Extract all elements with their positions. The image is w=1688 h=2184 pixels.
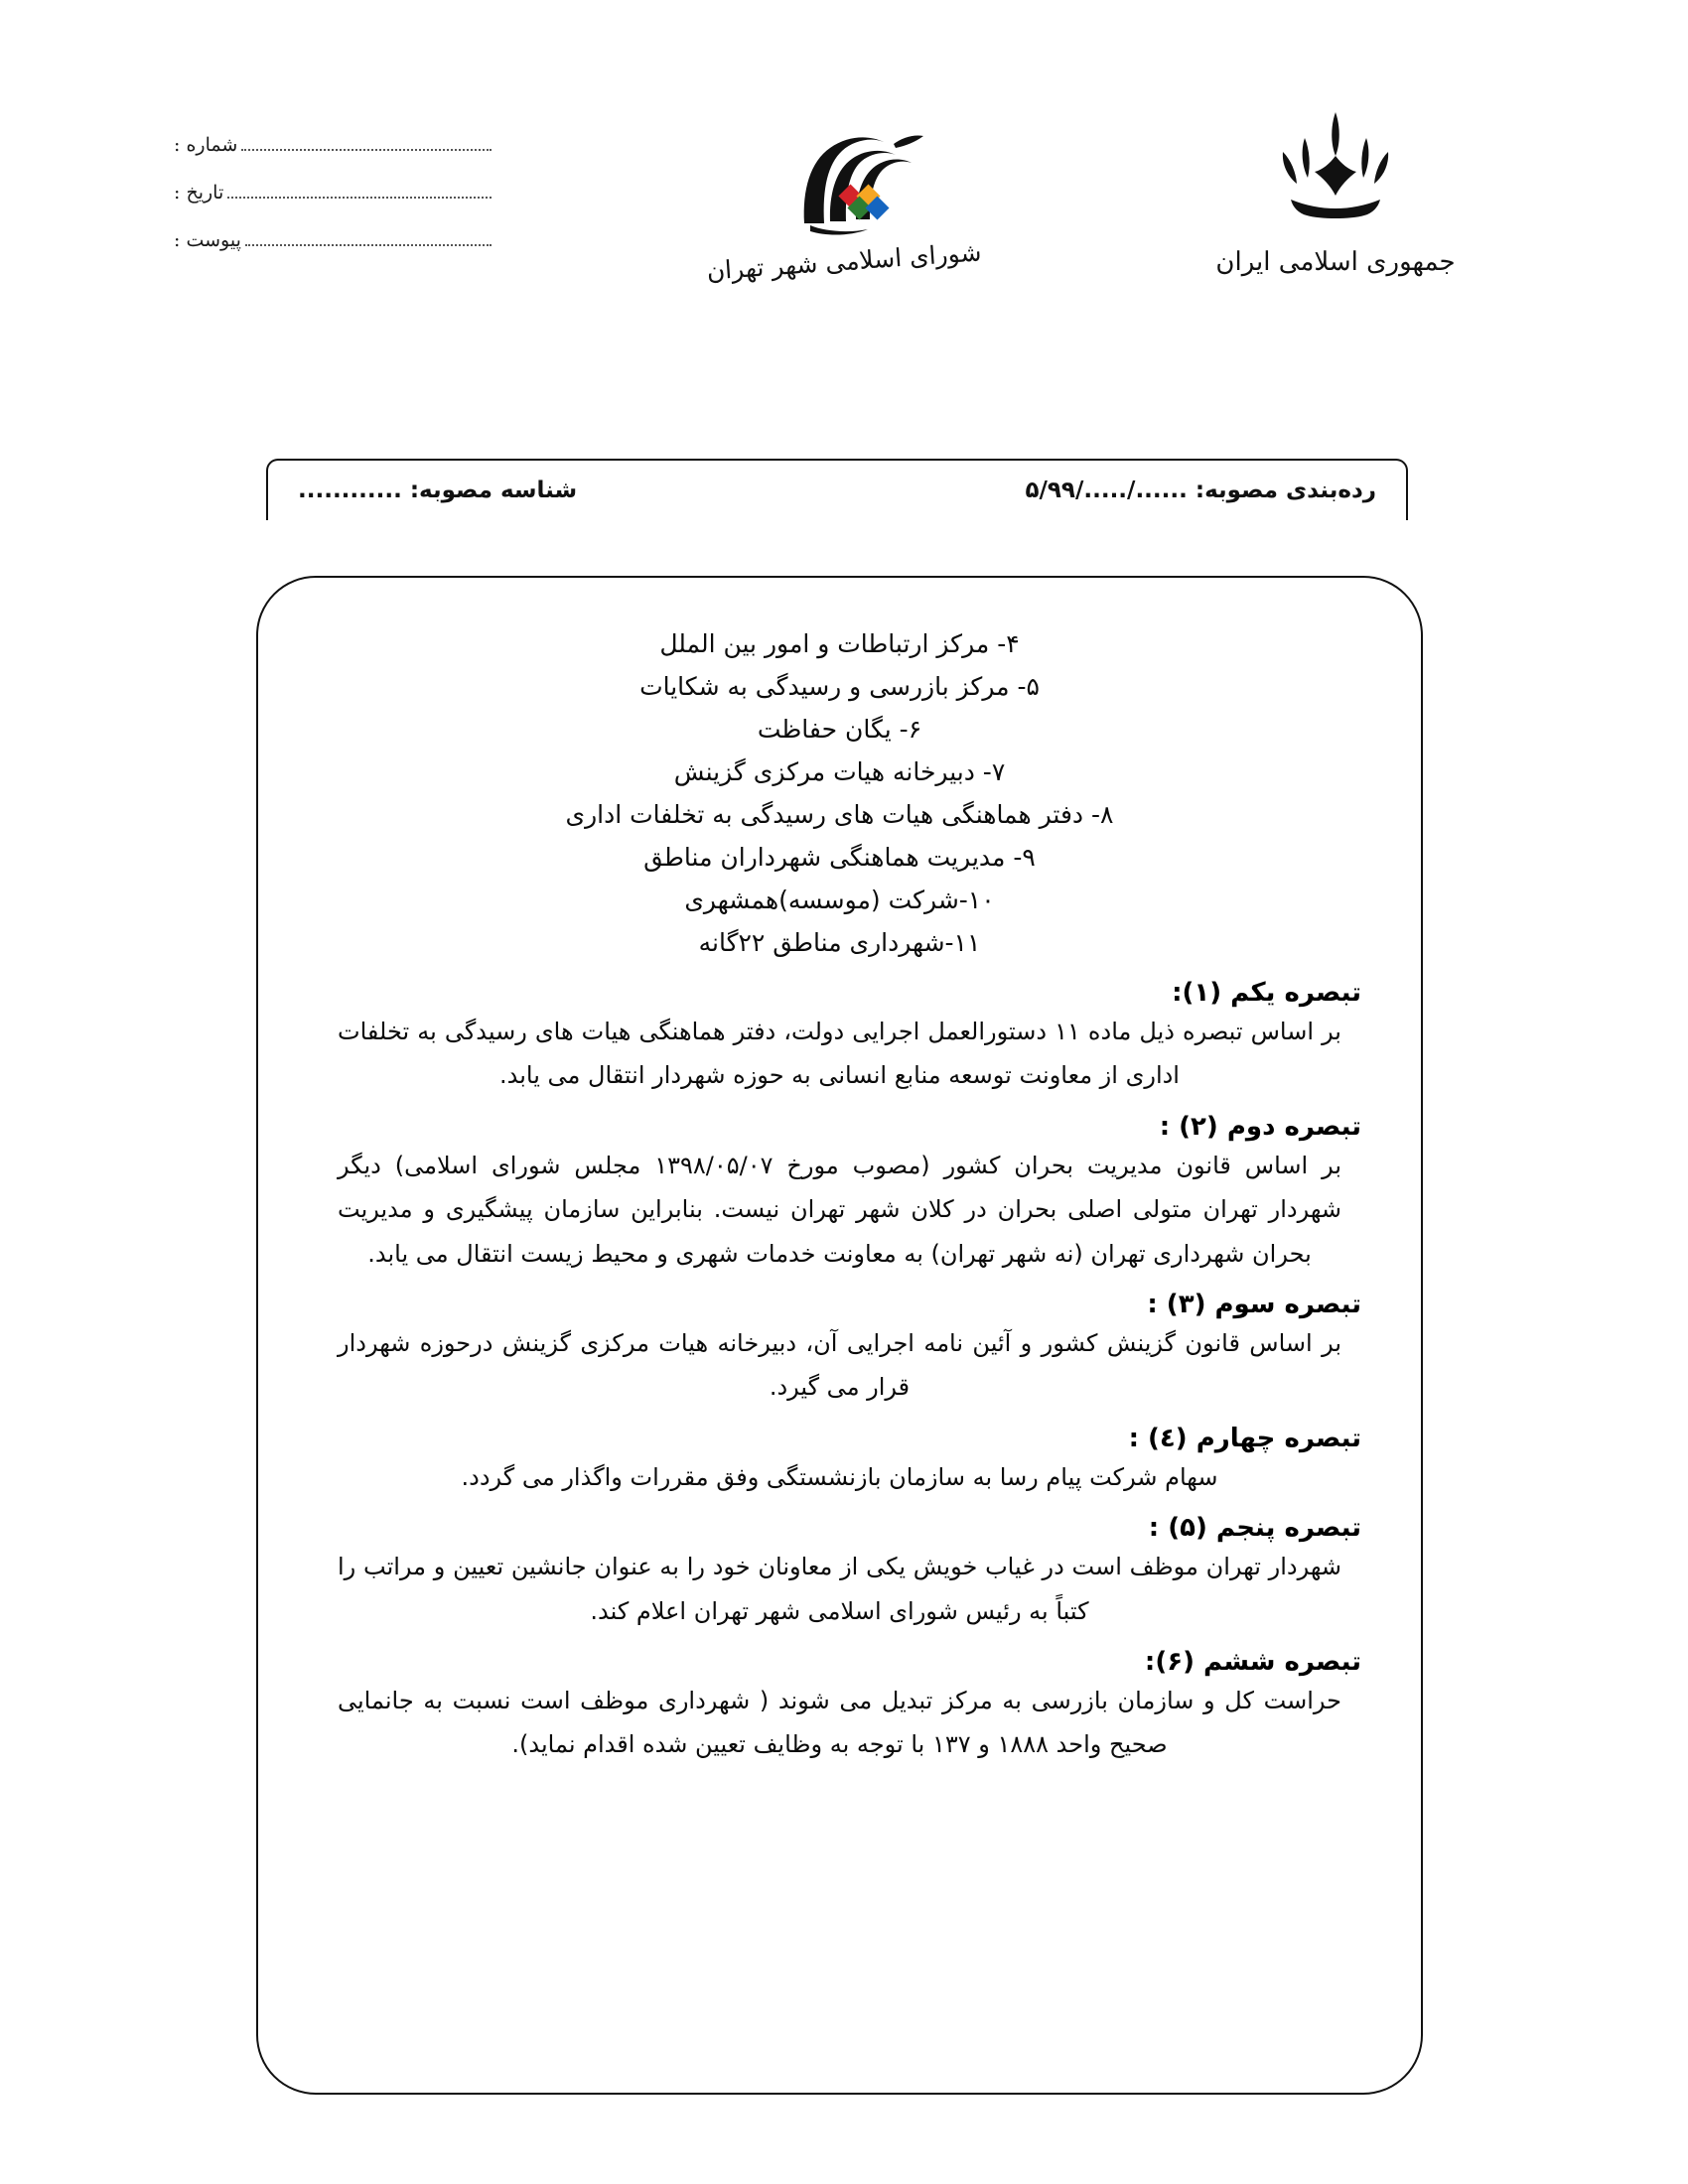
list-item: ۴- مرکز ارتباطات و امور بین الملل [659,629,1020,658]
note-body-5: شهردار تهران موظف است در غیاب خویش یکی از معاونان خود را به عنوان جانشین تعیین و مراتب را کتباً به رئیس شورای اسلامی شهر تهران اعلام کند. [338,1553,1341,1625]
note-body-2: بر اساس قانون مدیریت بحران کشور (مصوب مورخ ۱۳۹۸/۰۵/۰۷ مجلس شورای اسلامی) دیگر شهردار تهران متولی اصلی بحران در کلان شهر تهران نیست. بنابراین سازمان پیشگیری و مدیریت بحران شهرداری تهران (نه شهر تهران) به معاونت خدمات شهری و محیط زیست انتقال می یابد. [338,1151,1342,1268]
note-body-1: بر اساس تبصره ذیل ماده ۱۱ دستورالعمل اجرایی دولت، دفتر هماهنگی هیات های رسیدگی به تخلفات اداری از معاونت توسعه منابع انسانی به حوزه شهردار انتقال می یابد. [338,1018,1341,1090]
council-logo-caption: شورای اسلامی شهر تهران [705,237,983,286]
list-item: ۹- مدیریت هماهنگی شهرداران مناطق [643,843,1036,872]
letterhead-form-fields [174,134,501,277]
document-body [318,622,1361,1783]
tehran-city-council-emblem-icon [745,104,943,243]
document-content-card [256,576,1423,2095]
form-row-number [174,134,501,156]
form-label-attachment: پیوست : [174,229,241,251]
form-row-date [174,182,501,204]
note-title-1: تبصره یکم (۱): [1172,978,1361,1008]
note-title-2: تبصره دوم (۲) : [1159,1111,1361,1142]
numbered-list [318,622,1361,964]
national-emblem-caption: جمهوری اسلامی ایران [1215,247,1456,277]
list-item: ۵- مرکز بازرسی و رسیدگی به شکایات [639,672,1040,701]
identifier-label: شناسه مصوبه: ............ [298,478,578,503]
note-title-3: تبصره سوم (۳) : [1147,1289,1361,1319]
list-item: ۱۰-شرکت (موسسه)همشهری [684,886,995,914]
approval-meta-bar [266,459,1408,520]
list-item: ۷- دبیرخانه هیات مرکزی گزینش [673,757,1006,786]
classification-label: رده‌بندی مصوبه: ....../...../۵/۹۹ [1025,478,1376,503]
list-item: ۸- دفتر هماهنگی هیات های رسیدگی به تخلفات اداری [565,800,1114,829]
signature-space [318,1771,1361,1783]
note-title-4: تبصره چهارم (٤) : [1128,1423,1361,1453]
form-label-date: تاریخ : [174,182,224,204]
form-dots-number [241,148,492,151]
note-title-6: تبصره ششم (۶): [1144,1646,1361,1677]
form-dots-date [227,196,492,199]
national-emblem-block [1172,104,1499,277]
form-row-attachment [174,229,501,251]
note-title-5: تبصره پنجم (۵) : [1148,1513,1361,1544]
council-logo [635,104,1053,286]
note-body-3: بر اساس قانون گزینش کشور و آئین نامه اجرایی آن، دبیرخانه هیات مرکزی گزینش درحوزه شهردار قرار می گیرد. [338,1328,1341,1402]
list-item: ۶- یگان حفاظت [757,715,922,744]
form-label-number: شماره : [174,134,238,156]
iran-national-emblem-icon [1172,104,1499,237]
note-body-6: حراست کل و سازمان بازرسی به مرکز تبدیل می شوند ( شهرداری موظف است نسبت به جانمایی صحیح واحد ۱۸۸۸ و ۱۳۷ با توجه به وظایف تعیین شده اقدام نماید). [338,1686,1341,1759]
form-dots-attachment [245,243,492,246]
list-item: ۱۱-شهرداری مناطق ۲۲گانه [698,928,981,957]
letterhead-header [0,94,1688,362]
note-body-4: سهام شرکت پیام رسا به سازمان بازنشستگی وفق مقررات واگذار می گردد. [461,1462,1218,1491]
